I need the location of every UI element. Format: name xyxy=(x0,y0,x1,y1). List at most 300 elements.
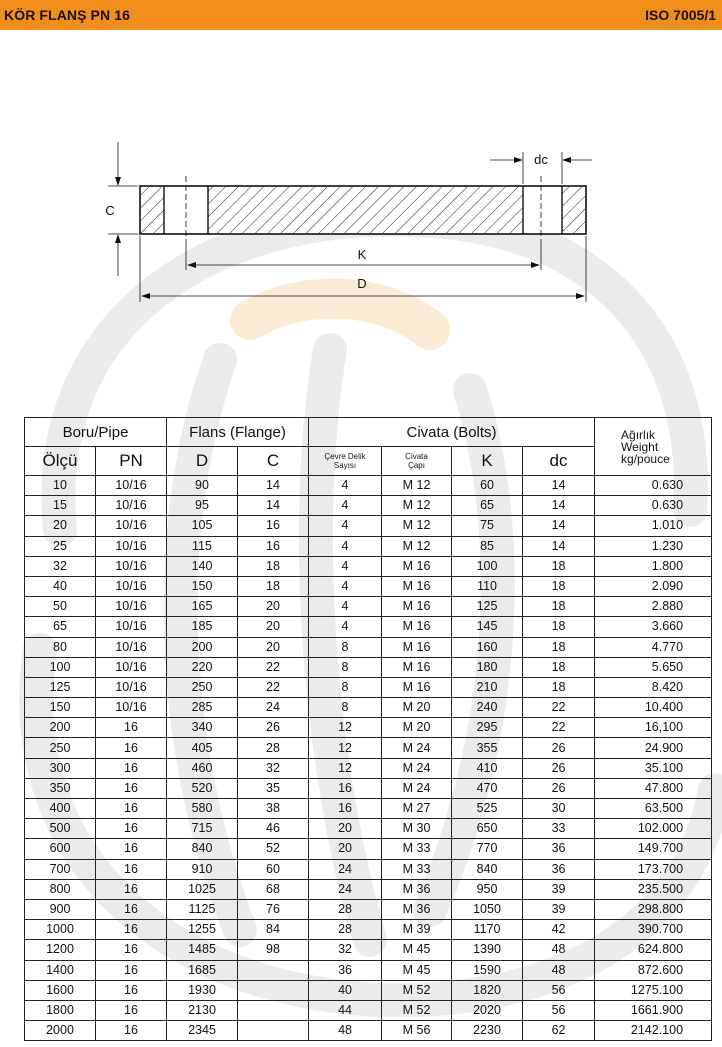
group-flange: Flans (Flange) xyxy=(167,418,309,447)
cell-k: 180 xyxy=(452,657,523,677)
cell-d: 1125 xyxy=(167,899,238,919)
table-row xyxy=(25,1000,712,1020)
dimension-label-c: C xyxy=(105,203,115,218)
cell-dc: 39 xyxy=(523,879,595,899)
cell-k: 650 xyxy=(452,819,523,839)
cell-bolt-diameter: M 27 xyxy=(382,799,452,819)
col-hole-count-line2: Sayısı xyxy=(333,461,357,470)
cell-size: 32 xyxy=(25,556,96,576)
cell-dc: 18 xyxy=(523,597,595,617)
cell-size: 125 xyxy=(25,677,96,697)
cell-hole-count: 20 xyxy=(309,819,382,839)
cell-pn: 16 xyxy=(96,859,167,879)
cell-weight: 3.660 xyxy=(595,617,712,637)
cell-bolt-diameter: M 33 xyxy=(382,859,452,879)
cell-dc: 18 xyxy=(523,617,595,637)
cell-weight: 1661.900 xyxy=(595,1000,712,1020)
cell-hole-count: 16 xyxy=(309,799,382,819)
cell-c: 98 xyxy=(238,940,309,960)
table-row xyxy=(25,819,712,839)
cell-hole-count: 12 xyxy=(309,758,382,778)
cell-pn: 16 xyxy=(96,839,167,859)
cell-k: 65 xyxy=(452,496,523,516)
cell-hole-count: 16 xyxy=(309,778,382,798)
cell-size: 250 xyxy=(25,738,96,758)
cell-weight: 173.700 xyxy=(595,859,712,879)
cell-k: 770 xyxy=(452,839,523,859)
table-row xyxy=(25,718,712,738)
cell-size: 200 xyxy=(25,718,96,738)
cell-weight: 2.880 xyxy=(595,597,712,617)
cell-dc: 18 xyxy=(523,637,595,657)
cell-pn: 16 xyxy=(96,899,167,919)
cell-c: 16 xyxy=(238,536,309,556)
table-row xyxy=(25,1021,712,1041)
cell-bolt-diameter: M 20 xyxy=(382,698,452,718)
table-row xyxy=(25,899,712,919)
cell-pn: 16 xyxy=(96,1000,167,1020)
cell-c: 20 xyxy=(238,617,309,637)
cell-dc: 39 xyxy=(523,899,595,919)
cell-dc: 56 xyxy=(523,980,595,1000)
cell-bolt-diameter: M 30 xyxy=(382,819,452,839)
col-bolt-diameter xyxy=(382,447,452,476)
cell-c xyxy=(238,1000,309,1020)
cell-c: 22 xyxy=(238,677,309,697)
table-row xyxy=(25,556,712,576)
cell-size: 900 xyxy=(25,899,96,919)
cell-c: 14 xyxy=(238,476,309,496)
cell-bolt-diameter: M 12 xyxy=(382,536,452,556)
cell-pn: 10/16 xyxy=(96,698,167,718)
cell-d: 1255 xyxy=(167,920,238,940)
cell-bolt-diameter: M 36 xyxy=(382,879,452,899)
cell-size: 100 xyxy=(25,657,96,677)
cell-pn: 16 xyxy=(96,940,167,960)
cell-size: 400 xyxy=(25,799,96,819)
cell-size: 1600 xyxy=(25,980,96,1000)
cell-c: 24 xyxy=(238,698,309,718)
cell-bolt-diameter: M 16 xyxy=(382,556,452,576)
table-row xyxy=(25,879,712,899)
table-row xyxy=(25,496,712,516)
cell-k: 1050 xyxy=(452,899,523,919)
cell-c: 18 xyxy=(238,576,309,596)
cell-pn: 16 xyxy=(96,960,167,980)
cell-pn: 16 xyxy=(96,819,167,839)
cell-hole-count: 8 xyxy=(309,698,382,718)
group-bolts: Civata (Bolts) xyxy=(309,418,595,447)
cell-hole-count: 4 xyxy=(309,496,382,516)
cell-dc: 36 xyxy=(523,859,595,879)
cell-d: 460 xyxy=(167,758,238,778)
cell-d: 520 xyxy=(167,778,238,798)
col-hole-count xyxy=(309,447,382,476)
table-row xyxy=(25,738,712,758)
dimension-label-k: K xyxy=(357,247,367,262)
cell-size: 40 xyxy=(25,576,96,596)
table-row xyxy=(25,698,712,718)
cell-bolt-diameter: M 52 xyxy=(382,1000,452,1020)
table-row xyxy=(25,859,712,879)
cell-dc: 48 xyxy=(523,960,595,980)
cell-d: 185 xyxy=(167,617,238,637)
cell-c: 26 xyxy=(238,718,309,738)
cell-d: 285 xyxy=(167,698,238,718)
cell-size: 20 xyxy=(25,516,96,536)
cell-dc: 14 xyxy=(523,516,595,536)
cell-dc: 22 xyxy=(523,718,595,738)
cell-d: 165 xyxy=(167,597,238,617)
cell-c: 28 xyxy=(238,738,309,758)
cell-k: 100 xyxy=(452,556,523,576)
col-bolt-diameter-line2: Çapı xyxy=(408,461,425,470)
cell-hole-count: 24 xyxy=(309,859,382,879)
cell-bolt-diameter: M 16 xyxy=(382,637,452,657)
table-row xyxy=(25,799,712,819)
cell-bolt-diameter: M 16 xyxy=(382,617,452,637)
cell-pn: 10/16 xyxy=(96,476,167,496)
cell-hole-count: 40 xyxy=(309,980,382,1000)
cell-size: 65 xyxy=(25,617,96,637)
cell-d: 95 xyxy=(167,496,238,516)
cell-weight: 4.770 xyxy=(595,637,712,657)
cell-weight: 24.900 xyxy=(595,738,712,758)
cell-hole-count: 4 xyxy=(309,576,382,596)
col-bolt-diameter-line1: Civata xyxy=(405,452,428,461)
table-row xyxy=(25,657,712,677)
document-title: KÖR FLANŞ PN 16 xyxy=(4,7,130,23)
cell-c: 52 xyxy=(238,839,309,859)
cell-hole-count: 48 xyxy=(309,1021,382,1041)
cell-weight: 390.700 xyxy=(595,920,712,940)
cell-bolt-diameter: M 12 xyxy=(382,496,452,516)
cell-pn: 16 xyxy=(96,799,167,819)
cell-dc: 26 xyxy=(523,758,595,778)
cell-c: 32 xyxy=(238,758,309,778)
cell-k: 60 xyxy=(452,476,523,496)
cell-weight: 47.800 xyxy=(595,778,712,798)
cell-pn: 10/16 xyxy=(96,536,167,556)
cell-hole-count: 44 xyxy=(309,1000,382,1020)
cell-hole-count: 4 xyxy=(309,536,382,556)
cell-hole-count: 4 xyxy=(309,617,382,637)
cell-d: 340 xyxy=(167,718,238,738)
col-d: D xyxy=(167,447,238,476)
cell-dc: 42 xyxy=(523,920,595,940)
cell-k: 1820 xyxy=(452,980,523,1000)
cell-bolt-diameter: M 12 xyxy=(382,476,452,496)
cell-dc: 22 xyxy=(523,698,595,718)
group-header-row xyxy=(25,418,712,447)
cell-k: 355 xyxy=(452,738,523,758)
cell-hole-count: 8 xyxy=(309,637,382,657)
cell-c: 76 xyxy=(238,899,309,919)
cell-pn: 16 xyxy=(96,738,167,758)
cell-d: 150 xyxy=(167,576,238,596)
dimension-label-d: D xyxy=(357,276,367,291)
cell-size: 25 xyxy=(25,536,96,556)
cell-c: 46 xyxy=(238,819,309,839)
cell-pn: 10/16 xyxy=(96,597,167,617)
cell-weight: 0.630 xyxy=(595,476,712,496)
cell-c: 38 xyxy=(238,799,309,819)
cell-d: 115 xyxy=(167,536,238,556)
cell-k: 145 xyxy=(452,617,523,637)
cell-k: 410 xyxy=(452,758,523,778)
cell-pn: 16 xyxy=(96,758,167,778)
col-pn: PN xyxy=(96,447,167,476)
table-row xyxy=(25,637,712,657)
cell-bolt-diameter: M 16 xyxy=(382,576,452,596)
cell-pn: 16 xyxy=(96,920,167,940)
cell-hole-count: 4 xyxy=(309,597,382,617)
cell-d: 405 xyxy=(167,738,238,758)
cell-hole-count: 4 xyxy=(309,516,382,536)
cell-size: 1000 xyxy=(25,920,96,940)
cell-dc: 14 xyxy=(523,496,595,516)
cell-k: 75 xyxy=(452,516,523,536)
cell-weight: 1.230 xyxy=(595,536,712,556)
col-k: K xyxy=(452,447,523,476)
cell-size: 15 xyxy=(25,496,96,516)
cell-bolt-diameter: M 52 xyxy=(382,980,452,1000)
cell-c: 20 xyxy=(238,597,309,617)
cell-size: 350 xyxy=(25,778,96,798)
cell-d: 1685 xyxy=(167,960,238,980)
cell-bolt-diameter: M 24 xyxy=(382,758,452,778)
cell-hole-count: 4 xyxy=(309,556,382,576)
cell-c xyxy=(238,1021,309,1041)
cell-bolt-diameter: M 39 xyxy=(382,920,452,940)
table-row xyxy=(25,960,712,980)
cell-d: 2130 xyxy=(167,1000,238,1020)
cell-weight: 16,100 xyxy=(595,718,712,738)
cell-hole-count: 4 xyxy=(309,476,382,496)
cell-pn: 10/16 xyxy=(96,637,167,657)
cell-weight: 0.630 xyxy=(595,496,712,516)
cell-k: 295 xyxy=(452,718,523,738)
table-row xyxy=(25,980,712,1000)
flange-spec-table-wrapper xyxy=(24,417,711,1041)
cell-dc: 56 xyxy=(523,1000,595,1020)
cell-pn: 16 xyxy=(96,980,167,1000)
cell-dc: 48 xyxy=(523,940,595,960)
cell-d: 250 xyxy=(167,677,238,697)
cell-pn: 10/16 xyxy=(96,677,167,697)
group-pipe: Boru/Pipe xyxy=(25,418,167,447)
cell-d: 910 xyxy=(167,859,238,879)
table-row xyxy=(25,778,712,798)
cell-hole-count: 12 xyxy=(309,738,382,758)
cell-bolt-diameter: M 20 xyxy=(382,718,452,738)
cell-size: 300 xyxy=(25,758,96,778)
cell-k: 125 xyxy=(452,597,523,617)
cell-d: 90 xyxy=(167,476,238,496)
cell-dc: 18 xyxy=(523,576,595,596)
cell-k: 840 xyxy=(452,859,523,879)
table-row xyxy=(25,839,712,859)
cell-c xyxy=(238,960,309,980)
weight-label-tr: Ağırlık xyxy=(621,427,656,442)
cell-bolt-diameter: M 24 xyxy=(382,778,452,798)
cell-bolt-diameter: M 33 xyxy=(382,839,452,859)
cell-dc: 18 xyxy=(523,556,595,576)
cell-weight: 298.800 xyxy=(595,899,712,919)
cell-c: 20 xyxy=(238,637,309,657)
cell-hole-count: 28 xyxy=(309,899,382,919)
cell-pn: 16 xyxy=(96,778,167,798)
cell-c: 18 xyxy=(238,556,309,576)
cell-dc: 30 xyxy=(523,799,595,819)
cell-weight: 624.800 xyxy=(595,940,712,960)
cell-bolt-diameter: M 16 xyxy=(382,677,452,697)
cell-d: 1485 xyxy=(167,940,238,960)
cell-d: 200 xyxy=(167,637,238,657)
cell-bolt-diameter: M 45 xyxy=(382,940,452,960)
cell-d: 220 xyxy=(167,657,238,677)
table-row xyxy=(25,516,712,536)
cell-bolt-diameter: M 56 xyxy=(382,1021,452,1041)
cell-dc: 18 xyxy=(523,657,595,677)
cell-bolt-diameter: M 45 xyxy=(382,960,452,980)
cell-dc: 26 xyxy=(523,738,595,758)
table-body xyxy=(25,476,712,1041)
cell-d: 580 xyxy=(167,799,238,819)
weight-label-en: Weight xyxy=(621,439,659,454)
flange-cross-section-drawing xyxy=(0,30,722,410)
cell-k: 1170 xyxy=(452,920,523,940)
col-c: C xyxy=(238,447,309,476)
cell-size: 50 xyxy=(25,597,96,617)
cell-size: 700 xyxy=(25,859,96,879)
cell-c: 68 xyxy=(238,879,309,899)
cell-size: 600 xyxy=(25,839,96,859)
table-row xyxy=(25,940,712,960)
cell-dc: 33 xyxy=(523,819,595,839)
cell-d: 840 xyxy=(167,839,238,859)
cell-weight: 5.650 xyxy=(595,657,712,677)
cell-bolt-diameter: M 16 xyxy=(382,657,452,677)
cell-d: 1930 xyxy=(167,980,238,1000)
col-hole-count-line1: Çevre Delik xyxy=(324,452,366,461)
cell-bolt-diameter: M 24 xyxy=(382,738,452,758)
cell-weight: 10.400 xyxy=(595,698,712,718)
cell-weight: 872.600 xyxy=(595,960,712,980)
cell-bolt-diameter: M 36 xyxy=(382,899,452,919)
standard-code: ISO 7005/1 xyxy=(645,7,716,23)
group-weight xyxy=(595,418,712,476)
cell-c: 84 xyxy=(238,920,309,940)
cell-weight: 1.010 xyxy=(595,516,712,536)
dimension-label-dc: dc xyxy=(534,152,548,167)
flange-spec-table xyxy=(24,417,712,1041)
cell-weight: 2142.100 xyxy=(595,1021,712,1041)
cell-weight: 8.420 xyxy=(595,677,712,697)
cell-weight: 149.700 xyxy=(595,839,712,859)
cell-bolt-diameter: M 12 xyxy=(382,516,452,536)
cell-weight: 235.500 xyxy=(595,879,712,899)
cell-pn: 16 xyxy=(96,1021,167,1041)
cell-pn: 16 xyxy=(96,718,167,738)
col-dc: dc xyxy=(523,447,595,476)
cell-size: 500 xyxy=(25,819,96,839)
cell-k: 210 xyxy=(452,677,523,697)
cell-d: 140 xyxy=(167,556,238,576)
cell-size: 800 xyxy=(25,879,96,899)
cell-d: 715 xyxy=(167,819,238,839)
cell-dc: 14 xyxy=(523,476,595,496)
cell-pn: 10/16 xyxy=(96,576,167,596)
cell-hole-count: 20 xyxy=(309,839,382,859)
cell-dc: 18 xyxy=(523,677,595,697)
cell-c: 14 xyxy=(238,496,309,516)
table-row xyxy=(25,576,712,596)
cell-k: 1590 xyxy=(452,960,523,980)
table-row xyxy=(25,536,712,556)
cell-dc: 14 xyxy=(523,536,595,556)
cell-weight: 2.090 xyxy=(595,576,712,596)
cell-size: 2000 xyxy=(25,1021,96,1041)
cell-c: 35 xyxy=(238,778,309,798)
table-row xyxy=(25,677,712,697)
cell-hole-count: 8 xyxy=(309,657,382,677)
cell-dc: 36 xyxy=(523,839,595,859)
cell-hole-count: 8 xyxy=(309,677,382,697)
cell-pn: 10/16 xyxy=(96,516,167,536)
cell-hole-count: 12 xyxy=(309,718,382,738)
cell-c: 16 xyxy=(238,516,309,536)
cell-dc: 26 xyxy=(523,778,595,798)
cell-dc: 62 xyxy=(523,1021,595,1041)
cell-c xyxy=(238,980,309,1000)
cell-k: 1390 xyxy=(452,940,523,960)
page-header xyxy=(0,0,722,30)
cell-weight: 1275.100 xyxy=(595,980,712,1000)
cell-pn: 10/16 xyxy=(96,617,167,637)
cell-hole-count: 24 xyxy=(309,879,382,899)
cell-bolt-diameter: M 16 xyxy=(382,597,452,617)
cell-weight: 63.500 xyxy=(595,799,712,819)
cell-hole-count: 28 xyxy=(309,920,382,940)
cell-pn: 10/16 xyxy=(96,496,167,516)
cell-hole-count: 32 xyxy=(309,940,382,960)
cell-size: 1400 xyxy=(25,960,96,980)
cell-k: 2230 xyxy=(452,1021,523,1041)
cell-pn: 10/16 xyxy=(96,657,167,677)
table-row xyxy=(25,597,712,617)
cell-k: 525 xyxy=(452,799,523,819)
cell-size: 1200 xyxy=(25,940,96,960)
cell-k: 110 xyxy=(452,576,523,596)
cell-size: 10 xyxy=(25,476,96,496)
cell-pn: 10/16 xyxy=(96,556,167,576)
cell-size: 1800 xyxy=(25,1000,96,1020)
cell-k: 85 xyxy=(452,536,523,556)
cell-d: 105 xyxy=(167,516,238,536)
weight-label-unit: kg/pouce xyxy=(621,451,670,466)
table-row xyxy=(25,920,712,940)
cell-weight: 102.000 xyxy=(595,819,712,839)
cell-c: 22 xyxy=(238,657,309,677)
cell-k: 470 xyxy=(452,778,523,798)
col-size: Ölçü xyxy=(25,447,96,476)
table-row xyxy=(25,617,712,637)
cell-k: 2020 xyxy=(452,1000,523,1020)
cell-size: 150 xyxy=(25,698,96,718)
cell-hole-count: 36 xyxy=(309,960,382,980)
cell-c: 60 xyxy=(238,859,309,879)
